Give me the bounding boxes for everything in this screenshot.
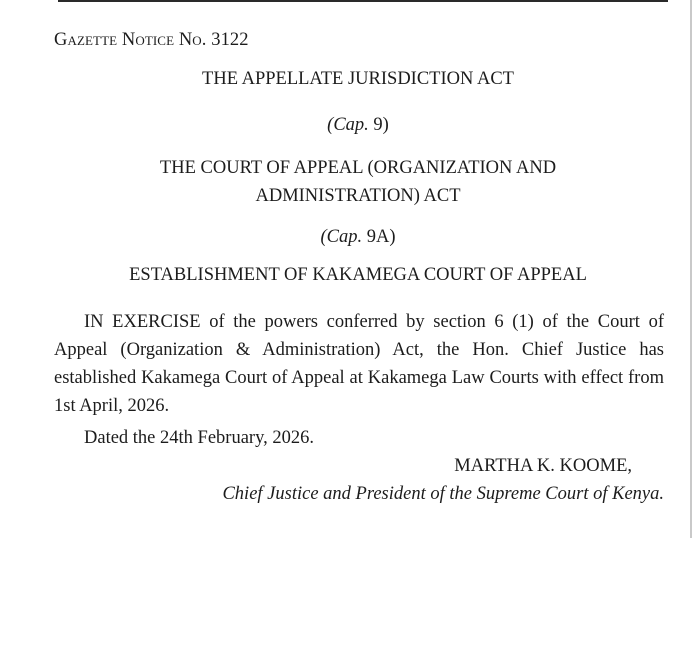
notice-heading: ESTABLISHMENT OF KAKAMEGA COURT OF APPEAL	[129, 265, 587, 285]
act-cap-number: 9)	[373, 115, 389, 135]
signatory-title: Chief Justice and President of the Supreme Court of Kenya.	[222, 484, 664, 504]
dated-line: Dated the 24th February, 2026.	[84, 428, 314, 448]
act-cap-prefix: (Cap.	[327, 115, 369, 135]
gazette-notice-number: Gazette Notice No. 3122	[54, 30, 249, 50]
top-rule	[58, 0, 668, 2]
act-title: THE APPELLATE JURISDICTION ACT	[202, 69, 514, 89]
second-act-cap	[60, 227, 656, 248]
second-act-cap-number: 9A)	[366, 227, 396, 247]
right-edge-rule	[690, 0, 692, 538]
second-act-title	[60, 154, 656, 210]
act-cap	[60, 115, 656, 136]
second-act-cap-prefix: (Cap.	[320, 227, 363, 247]
second-act-title-line2: ADMINISTRATION) ACT	[255, 186, 461, 206]
second-act-title-line1: THE COURT OF APPEAL (ORGANIZATION AND	[159, 158, 557, 178]
notice-body: IN EXERCISE of the powers conferred by section 6 (1) of the Court of Appeal (Organization & Administration) Act, the Hon. Chief Justice has established Kakamega Court of Appeal at Kakamega Law Courts with effect from 1st April, 2026.	[54, 312, 664, 416]
signatory-name: MARTHA K. KOOME,	[454, 456, 632, 476]
